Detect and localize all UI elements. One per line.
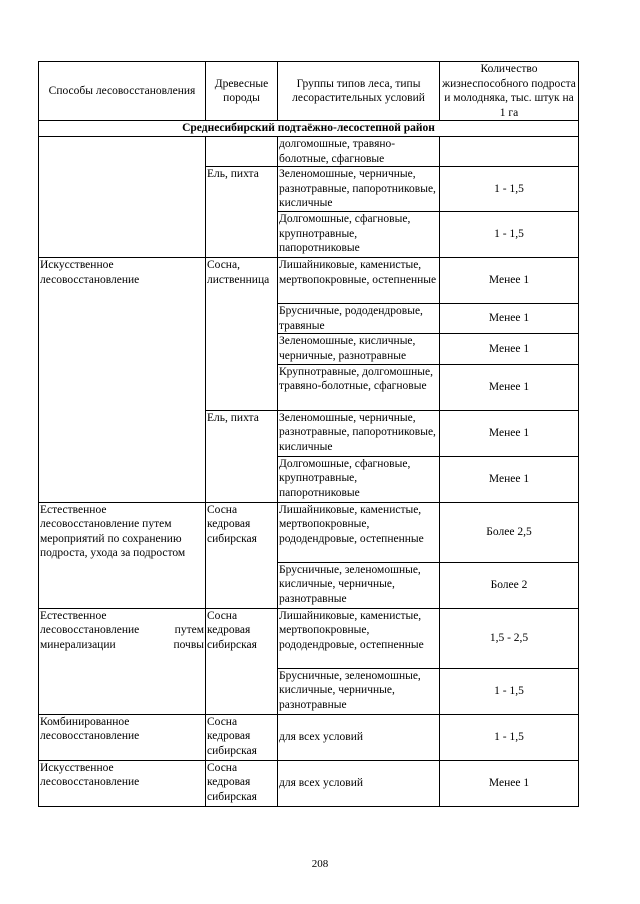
header-method: Способы лесовосстановления xyxy=(39,62,206,121)
cell-group: Брусничные, рододендровые, травяные xyxy=(278,304,440,334)
table-row xyxy=(39,136,579,166)
cell-species xyxy=(206,136,278,166)
cell-group: Долгомошные, сфагновые, крупнотравные, папоротниковые xyxy=(278,456,440,502)
cell-method xyxy=(39,136,206,257)
cell-group: для всех условий xyxy=(278,714,440,760)
section-row xyxy=(39,121,579,137)
cell-value: 1 - 1,5 xyxy=(440,668,579,714)
cell-value: Менее 1 xyxy=(440,364,579,410)
cell-value: Менее 1 xyxy=(440,410,579,456)
cell-species: Сосна кедровая сибирская xyxy=(206,502,278,608)
cell-group: Долгомошные, сфагновые, крупнотравные, папоротниковые xyxy=(278,212,440,258)
cell-value: Менее 1 xyxy=(440,456,579,502)
cell-value: 1 - 1,5 xyxy=(440,714,579,760)
cell-value: Менее 1 xyxy=(440,760,579,806)
cell-value: 1,5 - 2,5 xyxy=(440,608,579,668)
header-species: Древесные породы xyxy=(206,62,278,121)
cell-group: Лишайниковые, каменистые, мертвопокровные, рододендровые, остепненные xyxy=(278,608,440,668)
cell-method: Естественное лесовосстановление путем мероприятий по сохранению подроста, ухода за подростом xyxy=(39,502,206,608)
cell-species: Ель, пихта xyxy=(206,167,278,258)
cell-method: Естественное лесовосстановление путем минерализации почвы xyxy=(39,608,206,714)
header-quantity: Количество жизнеспособного подроста и молодняка, тыс. штук на 1 га xyxy=(440,62,579,121)
cell-value: Более 2 xyxy=(440,562,579,608)
cell-group: Брусничные, зеленомошные, кисличные, черничные, разнотравные xyxy=(278,668,440,714)
cell-value: Более 2,5 xyxy=(440,502,579,562)
header-forest-groups: Группы типов леса, типы лесорастительных условий xyxy=(278,62,440,121)
cell-group: долгомошные, травяно-болотные, сфагновые xyxy=(278,136,440,166)
cell-value: Менее 1 xyxy=(440,304,579,334)
cell-group: Зеленомошные, кисличные, черничные, разнотравные xyxy=(278,334,440,364)
table-row xyxy=(39,608,579,668)
table-row xyxy=(39,760,579,806)
table-row xyxy=(39,502,579,562)
cell-value: 1 - 1,5 xyxy=(440,212,579,258)
cell-group: Зеленомошные, черничные, разнотравные, папоротниковые, кисличные xyxy=(278,410,440,456)
cell-group: Брусничные, зеленомошные, кисличные, черничные, разнотравные xyxy=(278,562,440,608)
cell-group: для всех условий xyxy=(278,760,440,806)
cell-value: 1 - 1,5 xyxy=(440,167,579,212)
cell-group: Зеленомошные, черничные, разнотравные, папоротниковые, кисличные xyxy=(278,167,440,212)
cell-group: Лишайниковые, каменистые, мертвопокровные, рододендровые, остепненные xyxy=(278,502,440,562)
cell-species: Сосна, лиственница xyxy=(206,258,278,410)
section-title: Среднесибирский подтаёжно-лесостепной район xyxy=(39,121,579,137)
forest-restoration-table xyxy=(38,61,579,807)
cell-method: Искусственное лесовосстановление xyxy=(39,258,206,502)
cell-species: Сосна кедровая сибирская xyxy=(206,608,278,714)
header-row xyxy=(39,62,579,121)
cell-species: Сосна кедровая сибирская xyxy=(206,714,278,760)
cell-value: Менее 1 xyxy=(440,334,579,364)
cell-group: Лишайниковые, каменистые, мертвопокровные, остепненные xyxy=(278,258,440,304)
cell-value: Менее 1 xyxy=(440,258,579,304)
cell-species: Ель, пихта xyxy=(206,410,278,502)
cell-group: Крупнотравные, долгомошные, травяно-болотные, сфагновые xyxy=(278,364,440,410)
cell-species: Сосна кедровая сибирская xyxy=(206,760,278,806)
table-row xyxy=(39,714,579,760)
cell-method: Комбинированное лесовосстановление xyxy=(39,714,206,760)
cell-method: Искусственное лесовосстановление xyxy=(39,760,206,806)
table-row xyxy=(39,258,579,304)
cell-value xyxy=(440,136,579,166)
page-number: 208 xyxy=(311,858,329,870)
